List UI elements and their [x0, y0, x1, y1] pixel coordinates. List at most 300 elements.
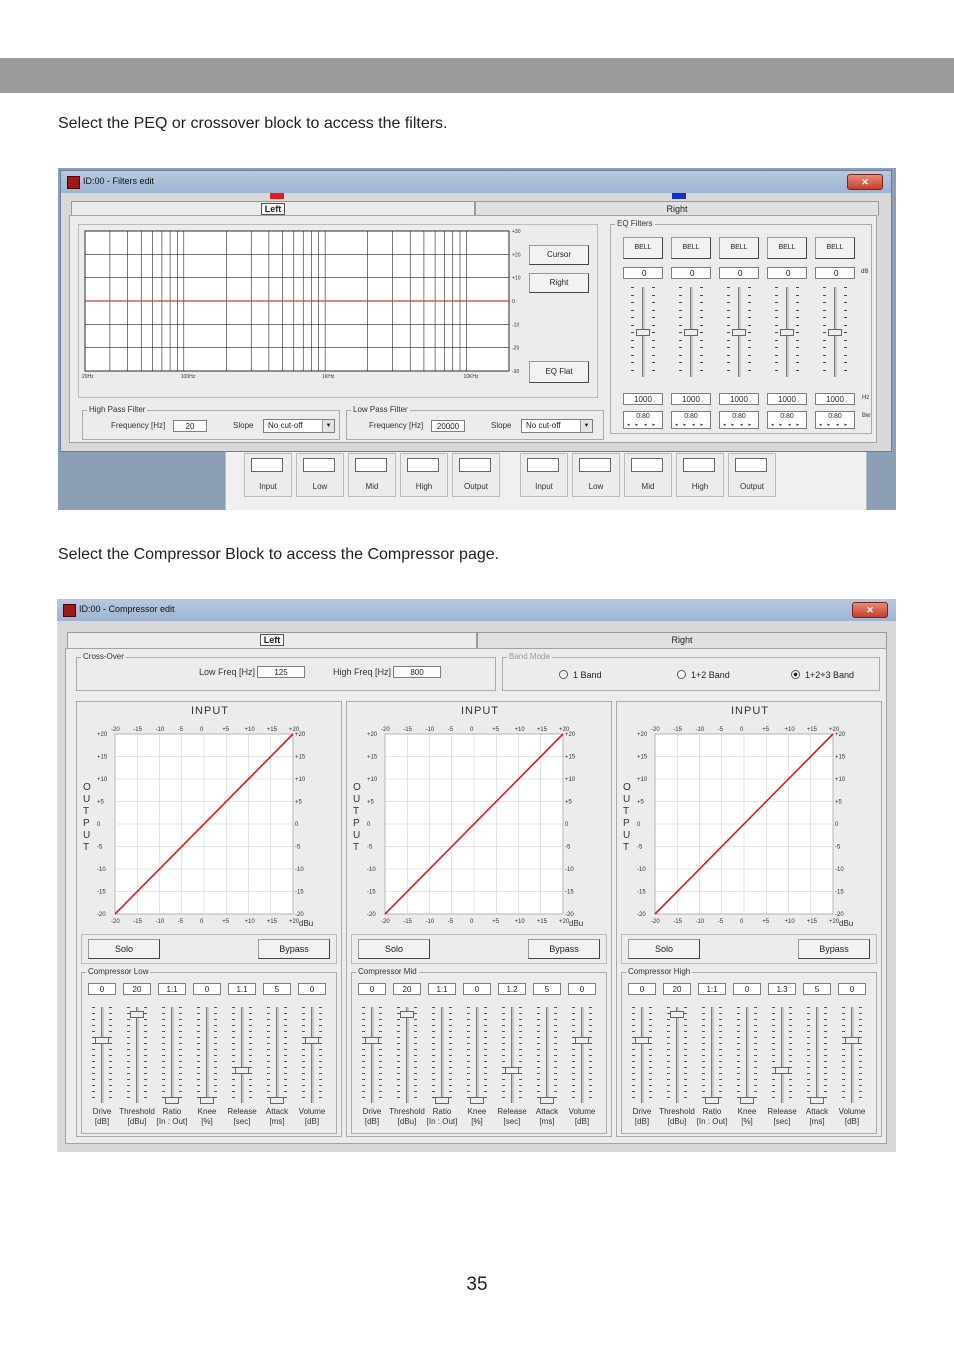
param-slider[interactable] [265, 1007, 289, 1103]
solo-button[interactable]: Solo [88, 939, 160, 959]
slider-tick [432, 1079, 435, 1080]
slider-thumb[interactable] [165, 1097, 179, 1104]
eq-band-gain-input[interactable]: 0 [623, 267, 663, 279]
slider-tick [432, 1031, 435, 1032]
low-freq-input[interactable]: 125 [257, 666, 305, 678]
slider-tick [631, 362, 634, 363]
slider-tick [719, 1055, 722, 1056]
slider-tick [807, 1049, 810, 1050]
param-slider[interactable] [90, 1007, 114, 1103]
slider-tick [362, 1061, 365, 1062]
slider-tick [807, 1013, 810, 1014]
param-slider[interactable] [465, 1007, 489, 1103]
input-axis-title: INPUT [731, 705, 769, 717]
slider-tick [844, 347, 847, 348]
bottom-tick-label: +10 [514, 919, 525, 925]
crossover-group [76, 652, 496, 691]
eq-band-q-input[interactable]: 0.80 [623, 411, 663, 429]
param-slider[interactable] [665, 1007, 689, 1103]
slider-thumb[interactable] [732, 329, 746, 336]
eq-band-frequency-input[interactable]: 1000 [719, 393, 759, 405]
param-value-input[interactable]: 5 [533, 983, 561, 995]
slider-thumb[interactable] [130, 1011, 144, 1018]
caption-compressor: Select the Compressor Block to access the Compressor page. [58, 546, 500, 563]
slider-tick [214, 1079, 217, 1080]
slider-tick [162, 1085, 165, 1086]
slider-tick [775, 355, 778, 356]
compressor-column [616, 701, 882, 1137]
top-tick-label: +5 [762, 727, 770, 733]
frequency-response-graph[interactable] [79, 225, 599, 399]
slider-thumb[interactable] [636, 329, 650, 336]
slider-tick [214, 1043, 217, 1044]
tab-right[interactable] [477, 632, 887, 649]
slider-tick [519, 1085, 522, 1086]
slider-tick [484, 1097, 487, 1098]
slider-tick [631, 317, 634, 318]
slider-tick [842, 1013, 845, 1014]
slider-tick [748, 370, 751, 371]
slider-tick [702, 1043, 705, 1044]
slider-track [206, 1007, 209, 1103]
close-button[interactable]: ✕ [852, 602, 888, 618]
param-name-label: Threshold [659, 1107, 695, 1116]
block-icon [579, 458, 611, 472]
slider-tick [302, 1007, 305, 1008]
slider-tick [727, 332, 730, 333]
slider-tick [842, 1049, 845, 1050]
slider-tick [823, 362, 826, 363]
slider-tick [249, 1037, 252, 1038]
slider-tick [632, 1007, 635, 1008]
right-tick-label: +20 [835, 732, 846, 738]
param-name-label: Threshold [119, 1107, 155, 1116]
slider-tick [775, 362, 778, 363]
slider-tick [572, 1031, 575, 1032]
slider-tick [859, 1073, 862, 1074]
param-slider[interactable] [805, 1007, 829, 1103]
slider-tick [754, 1097, 757, 1098]
param-slider[interactable] [700, 1007, 724, 1103]
slider-tick [302, 1067, 305, 1068]
hz-unit: Hz [862, 395, 870, 401]
eq-band-q-input[interactable]: 0.80 [767, 411, 807, 429]
slider-tick [554, 1019, 557, 1020]
slider-tick [92, 1097, 95, 1098]
slider-tick [844, 370, 847, 371]
slider-tick [127, 1037, 130, 1038]
param-value-input[interactable]: 0 [838, 983, 866, 995]
slider-thumb[interactable] [435, 1097, 449, 1104]
q-spinner-arrows[interactable]: ◂▸◂▸ [675, 422, 710, 428]
eq-band-gain-slider[interactable] [629, 287, 657, 377]
slider-tick [652, 362, 655, 363]
left-tick-label: -20 [367, 912, 376, 918]
param-value-input[interactable]: 1.1 [228, 983, 256, 995]
slider-tick [823, 302, 826, 303]
eq-band-gain-input[interactable]: 0 [815, 267, 855, 279]
slider-tick [362, 1079, 365, 1080]
eq-band-frequency-input[interactable]: 1000 [767, 393, 807, 405]
slider-thumb[interactable] [635, 1037, 649, 1044]
eq-band-type-button[interactable]: BELL [671, 237, 711, 259]
slider-tick [144, 1061, 147, 1062]
eq-band-type-button[interactable]: BELL [623, 237, 663, 259]
slider-tick [467, 1049, 470, 1050]
slider-tick [754, 1031, 757, 1032]
slider-tick [319, 1049, 322, 1050]
param-value-input[interactable]: 20 [393, 983, 421, 995]
slider-thumb[interactable] [400, 1011, 414, 1018]
slider-tick [502, 1079, 505, 1080]
left-tick-label: -15 [637, 889, 646, 896]
slider-thumb[interactable] [705, 1097, 719, 1104]
slider-track [781, 1007, 784, 1103]
slider-track [816, 1007, 819, 1103]
param-name-label: Release [227, 1107, 257, 1116]
slider-tick [397, 1061, 400, 1062]
tab-right[interactable] [475, 201, 879, 216]
slider-tick [284, 1055, 287, 1056]
solo-button[interactable]: Solo [628, 939, 700, 959]
param-value-input[interactable]: 1.2 [498, 983, 526, 995]
param-slider[interactable] [395, 1007, 419, 1103]
slider-tick [484, 1031, 487, 1032]
slider-tick [652, 340, 655, 341]
slider-thumb[interactable] [270, 1097, 284, 1104]
slider-track [546, 1007, 549, 1103]
slider-tick [249, 1079, 252, 1080]
param-value-input[interactable]: 0 [88, 983, 116, 995]
eq-band-type-button[interactable]: BELL [815, 237, 855, 259]
slider-tick [554, 1007, 557, 1008]
param-slider[interactable] [735, 1007, 759, 1103]
input-axis-title: INPUT [461, 705, 499, 717]
q-spinner-arrows[interactable]: ◂▸◂▸ [627, 422, 662, 428]
slider-tick [859, 1061, 862, 1062]
slider-tick [649, 1091, 652, 1092]
slider-thumb[interactable] [828, 329, 842, 336]
slider-tick [632, 1055, 635, 1056]
eq-filters-label: EQ Filters [617, 219, 653, 228]
slider-tick [232, 1061, 235, 1062]
slider-tick [162, 1049, 165, 1050]
eq-band-frequency-input[interactable]: 1000 [815, 393, 855, 405]
slider-tick [432, 1007, 435, 1008]
slider-tick [379, 1091, 382, 1092]
slider-tick [727, 310, 730, 311]
slider-thumb[interactable] [845, 1037, 859, 1044]
slider-tick [109, 1061, 112, 1062]
slider-tick [572, 1085, 575, 1086]
param-slider[interactable] [535, 1007, 559, 1103]
lpf-frequency-input[interactable]: 20000 [431, 420, 465, 432]
transfer-curve-graph[interactable] [363, 720, 595, 930]
high-freq-input[interactable]: 800 [393, 666, 441, 678]
slider-tick [379, 1073, 382, 1074]
param-value-input[interactable]: 0 [733, 983, 761, 995]
output-axis-letter: P [353, 818, 360, 829]
slider-tick [484, 1025, 487, 1026]
slider-tick [144, 1019, 147, 1020]
param-slider[interactable] [230, 1007, 254, 1103]
slider-tick [484, 1085, 487, 1086]
slider-thumb[interactable] [780, 329, 794, 336]
eq-band-gain-input[interactable]: 0 [767, 267, 807, 279]
slider-tick [502, 1007, 505, 1008]
slider-tick [432, 1085, 435, 1086]
param-slider[interactable] [840, 1007, 864, 1103]
param-name-label: Attack [535, 1107, 559, 1116]
slider-tick [162, 1079, 165, 1080]
eq-band-gain-slider[interactable] [677, 287, 705, 377]
slider-tick [397, 1025, 400, 1026]
tab-left[interactable] [71, 201, 475, 216]
slider-tick [748, 325, 751, 326]
eq-band-type-button[interactable]: BELL [767, 237, 807, 259]
slider-tick [467, 1091, 470, 1092]
slider-thumb[interactable] [305, 1037, 319, 1044]
q-spinner-arrows[interactable]: ◂▸◂▸ [723, 422, 758, 428]
slider-thumb[interactable] [740, 1097, 754, 1104]
slider-tick [737, 1067, 740, 1068]
slider-tick [537, 1025, 540, 1026]
param-value-input[interactable]: 1:1 [698, 983, 726, 995]
slider-thumb[interactable] [505, 1067, 519, 1074]
slider-tick [362, 1073, 365, 1074]
slider-tick [502, 1085, 505, 1086]
slider-thumb[interactable] [365, 1037, 379, 1044]
param-slider[interactable] [770, 1007, 794, 1103]
slider-tick [589, 1067, 592, 1068]
compressor-band-label: Compressor Mid [358, 967, 417, 976]
q-spinner-arrows[interactable]: ◂▸◂▸ [819, 422, 854, 428]
slider-thumb[interactable] [540, 1097, 554, 1104]
right-tick-label: +5 [565, 799, 572, 806]
bottom-tick-label: -10 [155, 919, 165, 925]
block-icon [303, 458, 335, 472]
slider-tick [700, 362, 703, 363]
solo-button[interactable]: Solo [358, 939, 430, 959]
bottom-tick-label: -10 [425, 919, 435, 925]
slider-tick [807, 1085, 810, 1086]
bottom-tick-label: +20 [559, 919, 570, 925]
param-slider[interactable] [195, 1007, 219, 1103]
block-icon [683, 458, 715, 472]
slider-thumb[interactable] [235, 1067, 249, 1074]
bottom-tick-label: -15 [403, 919, 412, 925]
slider-tick [844, 325, 847, 326]
param-value-input[interactable]: 1:1 [158, 983, 186, 995]
param-value-input[interactable]: 1.3 [768, 983, 796, 995]
param-value-input[interactable]: 0 [463, 983, 491, 995]
background-block [624, 453, 672, 497]
slider-tick [824, 1061, 827, 1062]
eq-band-gain-input[interactable]: 0 [719, 267, 759, 279]
param-value-input[interactable]: 20 [663, 983, 691, 995]
tab-left[interactable] [67, 632, 477, 649]
slider-tick [824, 1067, 827, 1068]
slider-tick [249, 1091, 252, 1092]
left-tick-label: -5 [637, 844, 643, 851]
slider-tick [554, 1055, 557, 1056]
eq-band-frequency-input[interactable]: 1000 [671, 393, 711, 405]
bypass-button[interactable]: Bypass [798, 939, 870, 959]
eq-band-type-button[interactable]: BELL [719, 237, 759, 259]
background-block [244, 453, 292, 497]
param-slider[interactable] [500, 1007, 524, 1103]
transfer-curve-graph[interactable] [93, 720, 325, 930]
eq-band-q-input[interactable]: 0.80 [671, 411, 711, 429]
eq-band-gain-slider[interactable] [821, 287, 849, 377]
header-bar [0, 58, 954, 93]
slider-tick [737, 1091, 740, 1092]
slider-tick [467, 1013, 470, 1014]
band-mode-radio[interactable] [791, 670, 854, 680]
slider-track [851, 1007, 854, 1103]
slider-tick [267, 1055, 270, 1056]
slider-tick [589, 1019, 592, 1020]
band-mode-radio[interactable] [559, 670, 602, 680]
eq-filters-group [610, 219, 872, 434]
bypass-button[interactable]: Bypass [528, 939, 600, 959]
slider-tick [700, 355, 703, 356]
slider-tick [502, 1055, 505, 1056]
param-value-input[interactable]: 20 [123, 983, 151, 995]
right-tick-label: +20 [295, 732, 306, 738]
param-value-input[interactable]: 5 [803, 983, 831, 995]
slider-tick [554, 1091, 557, 1092]
slider-tick [362, 1067, 365, 1068]
param-slider[interactable] [630, 1007, 654, 1103]
slider-tick [232, 1049, 235, 1050]
slider-tick [537, 1085, 540, 1086]
right-tick-label: -20 [835, 912, 844, 918]
slider-tick [319, 1079, 322, 1080]
param-value-input[interactable]: 0 [628, 983, 656, 995]
slider-thumb[interactable] [670, 1011, 684, 1018]
left-tick-label: +5 [97, 799, 104, 806]
slider-thumb[interactable] [200, 1097, 214, 1104]
eq-band-gain-input[interactable]: 0 [671, 267, 711, 279]
param-slider[interactable] [360, 1007, 384, 1103]
slider-thumb[interactable] [95, 1037, 109, 1044]
output-axis-letter: P [623, 818, 630, 829]
right-tick-label: +15 [295, 754, 306, 761]
slider-tick [179, 1067, 182, 1068]
close-button[interactable]: ✕ [847, 174, 883, 190]
slider-tick [537, 1049, 540, 1050]
slider-tick [679, 295, 682, 296]
slider-tick [397, 1037, 400, 1038]
slider-tick [649, 1037, 652, 1038]
hpf-frequency-label: Frequency [Hz] [111, 421, 166, 430]
param-value-input[interactable]: 5 [263, 983, 291, 995]
slider-tick [319, 1097, 322, 1098]
slider-tick [824, 1097, 827, 1098]
slider-tick [719, 1043, 722, 1044]
eq-band-q-input[interactable]: 0.80 [815, 411, 855, 429]
slider-tick [748, 340, 751, 341]
slider-tick [775, 325, 778, 326]
slider-thumb[interactable] [810, 1097, 824, 1104]
eq-band-gain-slider[interactable] [725, 287, 753, 377]
slider-thumb[interactable] [775, 1067, 789, 1074]
slider-tick [554, 1037, 557, 1038]
param-slider[interactable] [430, 1007, 454, 1103]
eq-flat-button[interactable]: EQ Flat [529, 361, 589, 383]
slider-tick [572, 1061, 575, 1062]
hpf-frequency-input[interactable]: 20 [173, 420, 207, 432]
top-tick-label: +15 [536, 727, 547, 733]
param-value-input[interactable]: 0 [568, 983, 596, 995]
slider-tick [842, 1019, 845, 1020]
slider-tick [589, 1037, 592, 1038]
frequency-tick-label: 100Hz [180, 374, 196, 380]
slider-tick [197, 1091, 200, 1092]
slider-tick [748, 347, 751, 348]
param-value-input[interactable]: 1:1 [428, 983, 456, 995]
slider-tick [842, 1073, 845, 1074]
slider-tick [267, 1043, 270, 1044]
param-value-input[interactable]: 0 [358, 983, 386, 995]
slider-tick [589, 1091, 592, 1092]
param-value-input[interactable]: 0 [193, 983, 221, 995]
slider-tick [589, 1085, 592, 1086]
param-slider[interactable] [160, 1007, 184, 1103]
slider-tick [214, 1007, 217, 1008]
param-slider[interactable] [570, 1007, 594, 1103]
slider-tick [807, 1067, 810, 1068]
slider-tick [232, 1097, 235, 1098]
right-tick-label: 0 [295, 822, 299, 828]
right-button[interactable]: Right [529, 273, 589, 293]
band-mode-radio[interactable] [677, 670, 730, 680]
slider-tick [667, 1025, 670, 1026]
lpf-slope-select[interactable] [521, 419, 593, 433]
param-value-input[interactable]: 0 [298, 983, 326, 995]
slider-tick [679, 355, 682, 356]
slider-tick [179, 1061, 182, 1062]
hpf-slope-select[interactable] [263, 419, 335, 433]
cursor-button[interactable]: Cursor [529, 245, 589, 265]
slider-tick [796, 347, 799, 348]
slider-thumb[interactable] [470, 1097, 484, 1104]
slider-tick [214, 1097, 217, 1098]
slider-tick [362, 1055, 365, 1056]
slider-thumb[interactable] [684, 329, 698, 336]
eq-band-q-input[interactable]: 0.80 [719, 411, 759, 429]
slider-tick [859, 1037, 862, 1038]
slider-tick [649, 1073, 652, 1074]
slider-tick [179, 1091, 182, 1092]
slider-tick [727, 347, 730, 348]
eq-band-gain-slider[interactable] [773, 287, 801, 377]
eq-band-frequency-input[interactable]: 1000 [623, 393, 663, 405]
slider-thumb[interactable] [575, 1037, 589, 1044]
slider-tick [702, 1079, 705, 1080]
slider-tick [554, 1025, 557, 1026]
background-block [676, 453, 724, 497]
left-tick-label: -5 [367, 844, 373, 851]
transfer-curve-graph[interactable] [633, 720, 865, 930]
slider-tick [772, 1043, 775, 1044]
param-slider[interactable] [125, 1007, 149, 1103]
param-slider[interactable] [300, 1007, 324, 1103]
bypass-button[interactable]: Bypass [258, 939, 330, 959]
q-spinner-arrows[interactable]: ◂▸◂▸ [771, 422, 806, 428]
slider-tick [414, 1079, 417, 1080]
